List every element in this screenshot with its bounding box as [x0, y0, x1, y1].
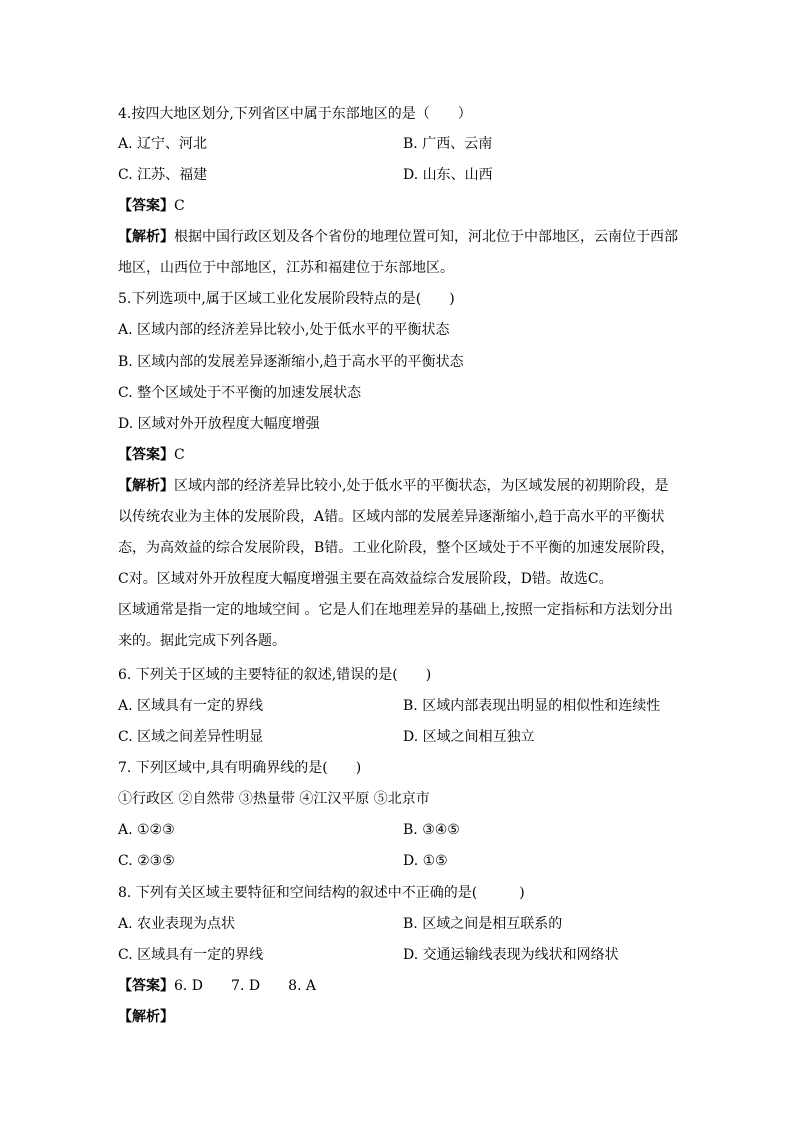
answer-label: 【答案】: [118, 198, 174, 214]
q7-choices-line: ①行政区 ②自然带 ③热量带 ④江汉平原 ⑤北京市: [118, 791, 430, 807]
q5-option-a: A. 区域内部的经济差异比较小,处于低水平的平衡状态: [118, 322, 450, 338]
q5-analysis: [118, 471, 678, 595]
q4-answer: [118, 196, 185, 216]
q5-stem: 5.下列选项中,属于区域工业化发展阶段特点的是( ): [118, 291, 455, 307]
answer-value: C: [174, 198, 185, 214]
q7-stem: 7. 下列区域中,具有明确界线的是( ): [118, 760, 362, 776]
q5-option-d: D. 区域对外开放程度大幅度增强: [118, 416, 320, 432]
analysis-label: 【解析】: [118, 478, 174, 494]
analysis-text: 根据中国行政区划及各个省份的地理位置可知，河北位于中部地区，云南位于西部地区，山西位于中部地区，江苏和福建位于东部地区。: [118, 229, 678, 276]
reading-passage: 区域通常是指一定的地域空间 。它是人们在地理差异的基础上,按照一定指标和方法划分出来的。据此完成下列各题。: [118, 602, 673, 649]
q8-option-b: B. 区域之间是相互联系的: [403, 916, 563, 932]
q7-option-a: A. ①②③: [118, 822, 175, 838]
q5-answer: [118, 445, 185, 465]
q6-option-d: D. 区域之间相互独立: [403, 729, 535, 745]
q6-option-a: A. 区域具有一定的界线: [118, 698, 264, 714]
q4-option-a: A. 辽宁、河北: [118, 136, 208, 152]
q8-option-d: D. 交通运输线表现为线状和网络状: [403, 947, 619, 963]
q8-option-a: A. 农业表现为点状: [118, 916, 236, 932]
group-analysis-label: 【解析】: [118, 1009, 174, 1025]
q7-option-b: B. ③④⑤: [403, 822, 460, 838]
answer-value: 6. D 7. D 8. A: [174, 978, 316, 994]
q4-option-c: C. 江苏、福建: [118, 167, 208, 183]
analysis-text: 区域内部的经济差异比较小,处于低水平的平衡状态，为区域发展的初期阶段，是以传统农业为主体的发展阶段，A错。区域内部的发展差异逐渐缩小,趋于高水平的平衡状态，为高效益的综合发展阶段，B错。工业化阶段，整个区域处于不平衡的加速发展阶段，C对。区域对外开放程度大幅度增强主要在高效益综合发展阶段，D错。故选C。: [118, 478, 675, 587]
q5-option-b: B. 区域内部的发展差异逐渐缩小,趋于高水平的平衡状态: [118, 354, 464, 370]
q4-stem: 4.按四大地区划分,下列省区中属于东部地区的是（ ）: [118, 106, 472, 122]
group-answer: [118, 976, 316, 996]
answer-label: 【答案】: [118, 447, 174, 463]
q4-option-d: D. 山东、山西: [403, 167, 493, 183]
q7-option-c: C. ②③⑤: [118, 853, 175, 869]
q6-stem: 6. 下列关于区域的主要特征的叙述,错误的是( ): [118, 667, 432, 683]
q4-option-b: B. 广西、云南: [403, 136, 493, 152]
q6-option-c: C. 区域之间差异性明显: [118, 729, 264, 745]
answer-label: 【答案】: [118, 978, 174, 994]
analysis-label: 【解析】: [118, 229, 174, 245]
answer-value: C: [174, 447, 185, 463]
q8-option-c: C. 区域具有一定的界线: [118, 947, 264, 963]
q8-stem: 8. 下列有关区域主要特征和空间结构的叙述中不正确的是( ): [118, 885, 525, 901]
q4-analysis: [118, 222, 678, 284]
q7-option-d: D. ①⑤: [403, 853, 448, 869]
q6-option-b: B. 区域内部表现出明显的相似性和连续性: [403, 698, 661, 714]
q5-option-c: C. 整个区域处于不平衡的加速发展状态: [118, 385, 362, 401]
